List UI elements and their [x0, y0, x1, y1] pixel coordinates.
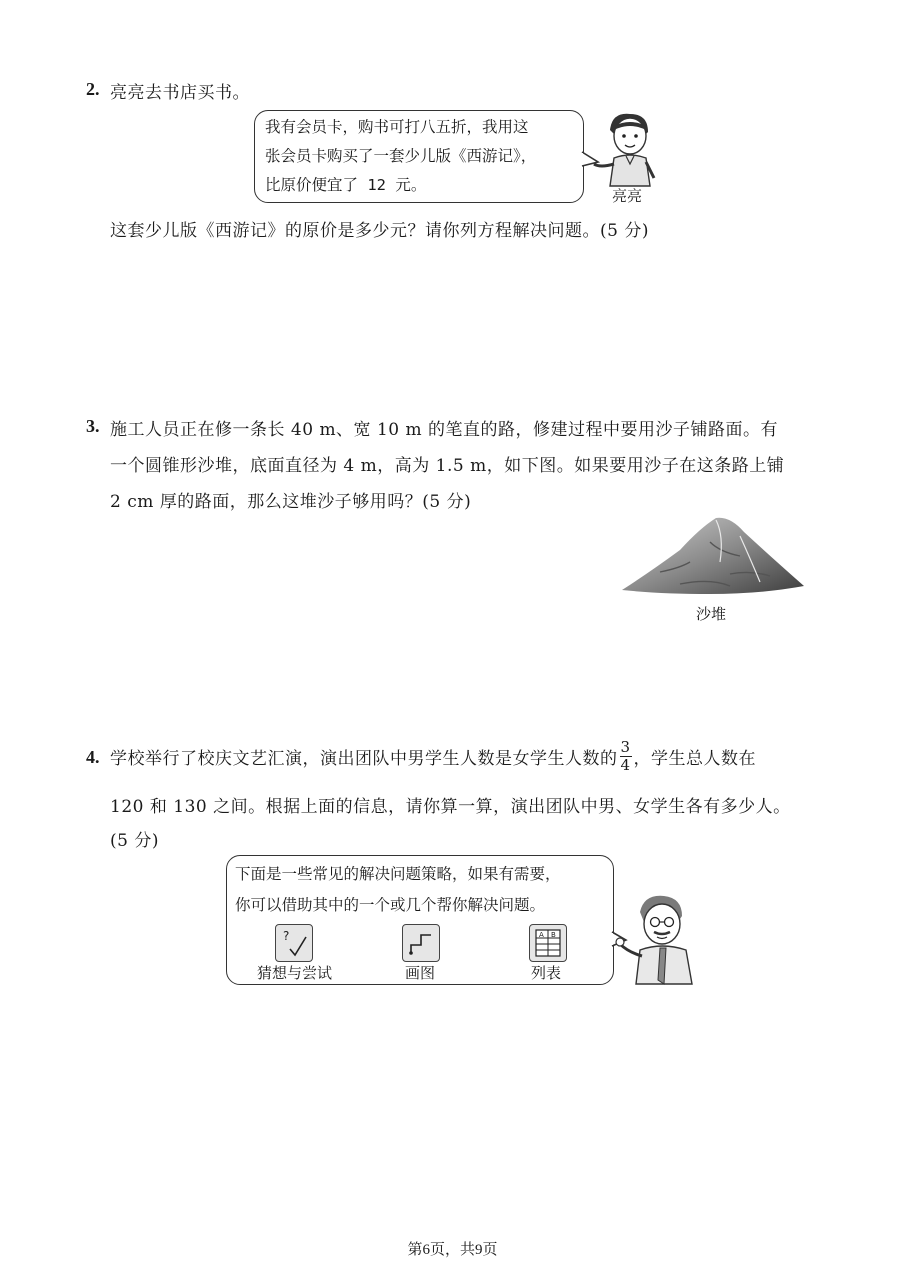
teacher-illustration [614, 892, 698, 986]
guess-and-check-icon [275, 924, 313, 962]
question-3-number: 3. [86, 416, 100, 436]
question-4-line-1 [110, 734, 756, 778]
fraction-denominator: 4 [620, 755, 631, 774]
sand-pile-caption: 沙堆 [696, 605, 727, 623]
question-2-prompt: 这套少儿版《西游记》的原价是多少元？请你列方程解决问题。(5 分) [110, 221, 649, 241]
draw-diagram-icon [402, 924, 440, 962]
fraction-three-quarters [620, 739, 632, 774]
question-2-title: 亮亮去书店买书。 [110, 83, 250, 103]
page-footer: 第6页，共9页 [407, 1242, 498, 1258]
question-3-line-3: 2 cm 厚的路面，那么这堆沙子够用吗？(5 分) [110, 492, 472, 512]
table-icon-header-a: A [539, 931, 544, 939]
fraction-numerator: 3 [620, 737, 631, 756]
question-4-line-1-before: 学校举行了校庆文艺汇演，演出团队中男学生人数是女学生人数的 [110, 748, 618, 769]
liangliang-boy-illustration [590, 108, 670, 194]
question-4-line-2: 120 和 130 之间。根据上面的信息，请你算一算，演出团队中男、女学生各有多少人。 [110, 797, 791, 817]
question-3-line-1: 施工人员正在修一条长 40 m、宽 10 m 的笔直的路，修建过程中要用沙子铺路面。有 [110, 420, 779, 440]
question-4-line-3: (5 分) [110, 831, 159, 851]
bubble-line-1: 我有会员卡，购书可打八五折，我用这 [265, 118, 529, 136]
strategy-label-table: 列表 [531, 964, 562, 982]
strategy-label-draw: 画图 [405, 964, 436, 982]
speaker-name-liangliang: 亮亮 [612, 187, 643, 205]
make-table-icon [529, 924, 567, 962]
bubble-line-2: 张会员卡购买了一套少儿版《西游记》， [265, 147, 537, 165]
question-3-line-2: 一个圆锥形沙堆，底面直径为 4 m，高为 1.5 m，如下图。如果要用沙子在这条路上铺 [110, 456, 785, 476]
guess-icon-question-mark: ? [283, 929, 290, 943]
strategy-label-guess: 猜想与尝试 [257, 964, 333, 982]
question-4-number: 4. [86, 747, 100, 767]
question-2-number: 2. [86, 79, 100, 99]
sand-pile-image [620, 512, 806, 596]
strategy-bubble-line-1: 下面是一些常见的解决问题策略，如果有需要， [235, 865, 561, 883]
speech-bubble-liangliang [254, 110, 584, 203]
question-4-line-1-after: ，学生总人数在 [633, 748, 756, 769]
bubble-line-3: 比原价便宜了 12 元。 [265, 176, 427, 194]
strategy-speech-bubble [226, 855, 614, 985]
strategy-bubble-line-2: 你可以借助其中的一个或几个帮你解决问题。 [235, 896, 546, 914]
table-icon-header-b: B [551, 931, 556, 939]
